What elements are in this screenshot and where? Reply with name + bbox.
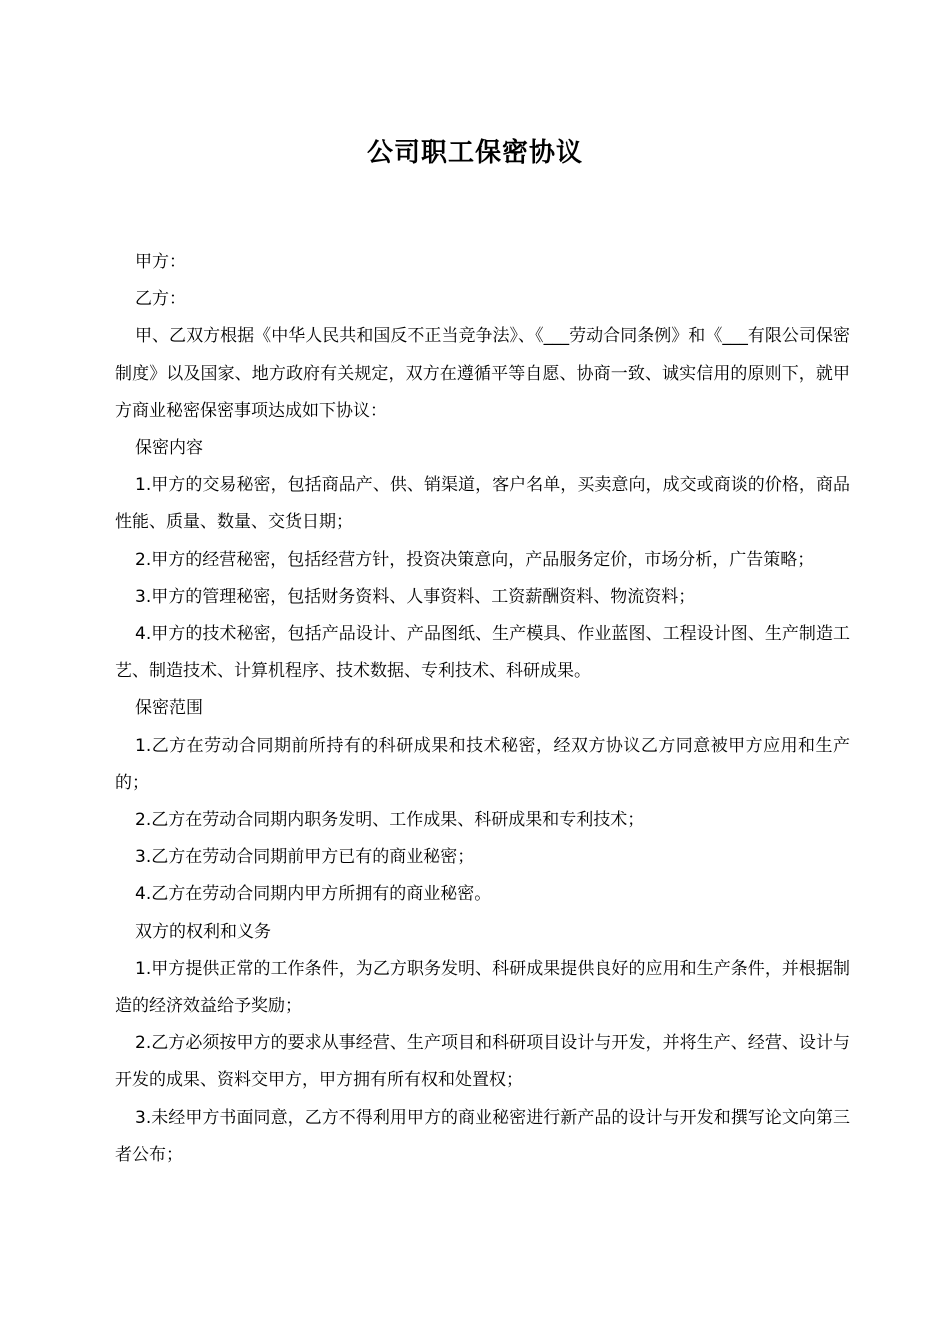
document-body	[115, 244, 850, 1174]
content-item-1: 1.甲方的交易秘密，包括商品产、供、销渠道，客户名单，买卖意向，成交或商谈的价格，商品性能、质量、数量、交货日期；	[115, 475, 850, 533]
party-a-line: 甲方：	[135, 252, 186, 272]
preamble-paragraph: 甲、乙双方根据《中华人民共和国反不正当竞争法》、《___劳动合同条例》和《___有限公司保密制度》以及国家、地方政府有关规定，双方在遵循平等自愿、协商一致、诚实信用的原则下，就甲方商业秘密保密事项达成如下协议：	[115, 326, 850, 421]
content-item-4: 4.甲方的技术秘密，包括产品设计、产品图纸、生产模具、作业蓝图、工程设计图、生产制造工艺、制造技术、计算机程序、技术数据、专利技术、科研成果。	[115, 624, 850, 682]
rights-item-3: 3.未经甲方书面同意，乙方不得利用甲方的商业秘密进行新产品的设计与开发和撰写论文向第三者公布；	[115, 1107, 850, 1165]
rights-item-1: 1.甲方提供正常的工作条件，为乙方职务发明、科研成果提供良好的应用和生产条件，并根据制造的经济效益给予奖励；	[115, 958, 850, 1017]
scope-item-1: 1.乙方在劳动合同期前所持有的科研成果和技术秘密，经双方协议乙方同意被甲方应用和生产的；	[115, 735, 850, 793]
rights-item-2: 2.乙方必须按甲方的要求从事经营、生产项目和科研项目设计与开发，并将生产、经营、设计与开发的成果、资料交甲方，甲方拥有所有权和处置权；	[115, 1033, 850, 1091]
content-item-3: 3.甲方的管理秘密，包括财务资料、人事资料、工资薪酬资料、物流资料；	[135, 586, 696, 607]
section-heading-confidential-scope: 保密范围	[135, 698, 203, 719]
party-b-line: 乙方：	[135, 289, 186, 310]
document-title: 公司职工保密协议	[366, 138, 583, 168]
section-heading-confidential-content: 保密内容	[135, 438, 203, 459]
content-item-2: 2.甲方的经营秘密，包括经营方针，投资决策意向，产品服务定价，市场分析，广告策略；	[135, 549, 815, 570]
section-heading-rights-obligations: 双方的权利和义务	[135, 921, 271, 942]
scope-item-3: 3.乙方在劳动合同期前甲方已有的商业秘密；	[135, 847, 475, 868]
scope-item-4: 4.乙方在劳动合同期内甲方所拥有的商业秘密。	[135, 884, 492, 905]
scope-item-2: 2.乙方在劳动合同期内职务发明、工作成果、科研成果和专利技术；	[135, 810, 645, 831]
